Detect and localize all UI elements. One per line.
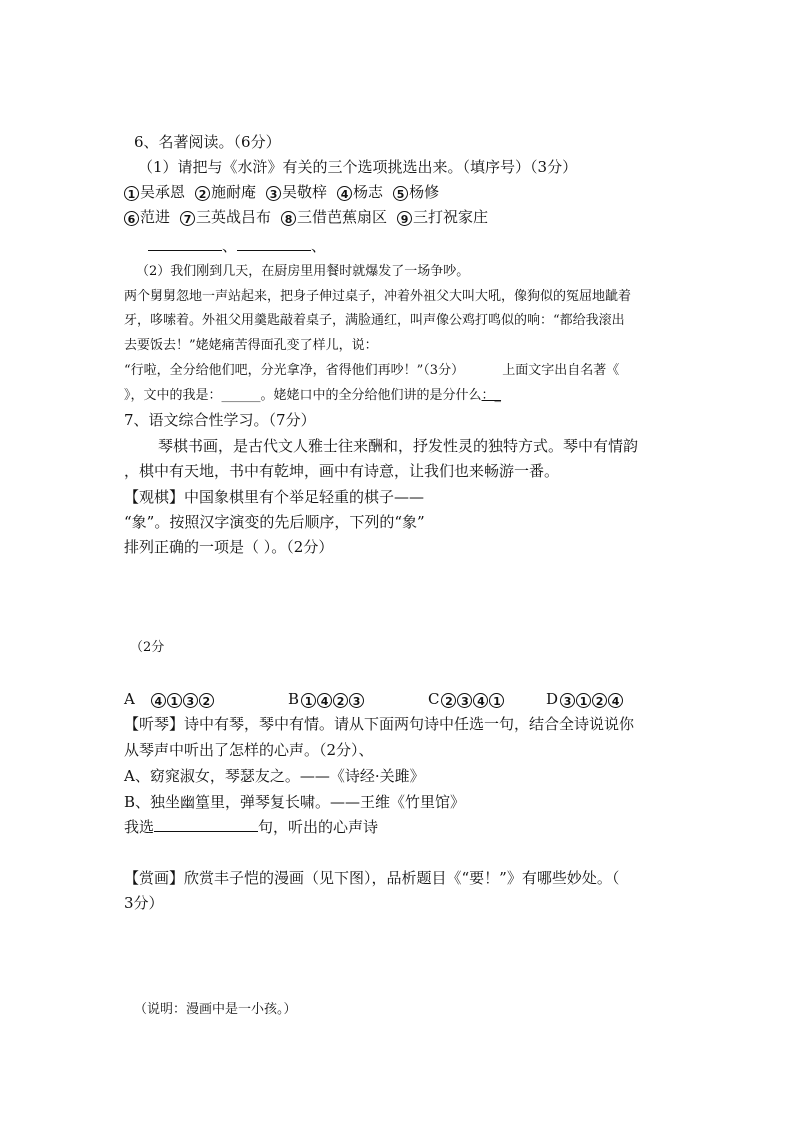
- option-text: 三英战吕布: [196, 208, 272, 226]
- option-number-badge: 4: [337, 186, 352, 201]
- answer-separator-1: 、: [222, 237, 238, 255]
- option-text: 范进: [140, 208, 171, 226]
- q7-choice-d[interactable]: [546, 689, 624, 709]
- option-6[interactable]: [124, 207, 170, 227]
- book-close: 》，文中的我是：: [124, 388, 222, 403]
- answer-separator-2: 、: [311, 237, 327, 255]
- sequence-number-badge: 3: [183, 693, 198, 708]
- option-number-badge: 8: [281, 211, 296, 226]
- q7-title: 7、语文综合性学习。（7分）: [124, 411, 316, 429]
- q7-chess-line2: “象”。按照汉字演变的先后顺序，下列的“象”: [124, 513, 425, 531]
- q7-cartoon-note: （说明：漫画中是一小孩。）: [134, 1002, 297, 1017]
- choice-sequence: [151, 689, 215, 709]
- option-number-badge: 1: [124, 186, 139, 201]
- sequence-number-badge: 4: [473, 693, 488, 708]
- option-3[interactable]: [266, 182, 327, 202]
- q7-qin-option-b: B、独坐幽篁里，弹琴复长啸。——王维《竹里馆》: [124, 793, 466, 811]
- sequence-number-badge: 3: [560, 693, 575, 708]
- option-text: 三借芭蕉扇区: [297, 208, 388, 226]
- q7-qin-pick: [124, 817, 378, 837]
- q6-p2-line6: [124, 386, 501, 406]
- choice-sequence: [560, 689, 624, 709]
- option-text: 三打祝家庄: [413, 208, 489, 226]
- option-5[interactable]: [393, 182, 439, 202]
- q7-hua-line2: 3分）: [124, 894, 164, 912]
- sequence-number-badge: 3: [457, 693, 472, 708]
- sequence-number-badge: 1: [489, 693, 504, 708]
- sequence-number-badge: 3: [349, 693, 364, 708]
- sequence-number-badge: 2: [199, 693, 214, 708]
- sequence-number-badge: 1: [301, 693, 316, 708]
- q6-answer-blanks: [148, 236, 326, 256]
- split-blank[interactable]: ：_: [481, 388, 502, 403]
- option-1[interactable]: [124, 182, 185, 202]
- sequence-number-badge: 2: [441, 693, 456, 708]
- answer-blank-2[interactable]: [237, 236, 311, 251]
- sequence-number-badge: 2: [592, 693, 607, 708]
- choice-label: D: [546, 690, 559, 708]
- option-number-badge: 7: [180, 211, 195, 226]
- option-9[interactable]: [397, 207, 488, 227]
- option-number-badge: 6: [124, 211, 139, 226]
- q7-qin-option-a: A、窈窕淑女，琴瑟友之。——《诗经·关雎》: [124, 767, 425, 785]
- q7-choice-c[interactable]: [428, 689, 505, 709]
- source-question: 上面文字出自名著《: [502, 363, 620, 378]
- answer-blank-1[interactable]: [148, 236, 222, 251]
- sequence-number-badge: 4: [317, 693, 332, 708]
- q7-qin-line1: 【听琴】诗中有琴，琴中有情。请从下面两句诗中任选一句，结合全诗说说你: [124, 715, 635, 733]
- q6-options-row1: [124, 182, 449, 202]
- q7-choice-b[interactable]: [288, 689, 365, 709]
- q7-qin-line2: 从琴声中听出了怎样的心声。（2分）、: [124, 741, 374, 759]
- q7-choice-a[interactable]: [124, 689, 215, 709]
- q7-score-note: （2分: [130, 640, 165, 655]
- q7-intro-line1: 琴棋书画，是古代文人雅士往来酬和，抒发性灵的独特方式。琴中有情韵: [158, 437, 639, 455]
- option-text: 杨志: [353, 183, 384, 201]
- quote-text: “行啦，全分给他们吧，分光拿净，省得他们再吵！”（3分）: [124, 363, 465, 378]
- q6-p2-line4: 去要饭去！”姥姥痛苦得面孔变了样儿，说：: [124, 338, 378, 353]
- option-text: 吴承恩: [140, 183, 186, 201]
- choice-sequence: [301, 689, 365, 709]
- choice-label: A: [124, 690, 135, 708]
- option-number-badge: 9: [397, 211, 412, 226]
- q6-title: 6、名著阅读。（6分）: [134, 133, 281, 151]
- option-text: 吴敬梓: [282, 183, 328, 201]
- q6-options-row2: [124, 207, 498, 227]
- sequence-number-badge: 1: [576, 693, 591, 708]
- option-text: 杨修: [409, 183, 440, 201]
- option-4[interactable]: [337, 182, 383, 202]
- q6-p2-line5: [124, 361, 619, 381]
- q7-intro-line2: ，棋中有天地，书中有乾坤，画中有诗意，让我们也来畅游一番。: [124, 462, 560, 480]
- sequence-number-badge: 2: [333, 693, 348, 708]
- q6-p1-stem: （1）请把与《水浒》有关的三个选项挑选出来。（填序号）（3分）: [138, 158, 578, 176]
- option-2[interactable]: [195, 182, 256, 202]
- pick-suffix: 句，听出的心声诗: [258, 818, 379, 836]
- option-7[interactable]: [180, 207, 271, 227]
- sequence-number-badge: 4: [608, 693, 623, 708]
- narrator-blank[interactable]: ______: [221, 388, 261, 403]
- q7-hua-line1: 【赏画】欣赏丰子恺的漫画（见下图），品析题目《“要！”》有哪些妙处。（: [124, 869, 620, 887]
- split-question: 。姥姥口中的全分给他们讲的是分什么: [260, 388, 482, 403]
- option-number-badge: 3: [266, 186, 281, 201]
- choice-label: B: [288, 690, 300, 708]
- option-number-badge: 5: [393, 186, 408, 201]
- choice-label: C: [428, 690, 440, 708]
- q6-p2-line2: 两个舅舅忽地一声站起来，把身子伸过桌子，冲着外祖父大叫大吼，像狗似的冤屈地龇着: [124, 289, 632, 304]
- choice-sequence: [441, 689, 505, 709]
- option-text: 施耐庵: [211, 183, 257, 201]
- q6-p2-line3: 牙，哆嗦着。外祖父用羹匙敲着桌子，满脸通红，叫声像公鸡打鸣似的响：“都给我滚出: [124, 313, 625, 328]
- option-number-badge: 2: [195, 186, 210, 201]
- pick-blank[interactable]: [154, 817, 258, 832]
- q6-p2-line1: （2）我们刚到几天，在厨房里用餐时就爆发了一场争吵。: [136, 264, 470, 279]
- option-8[interactable]: [281, 207, 387, 227]
- sequence-number-badge: 4: [151, 693, 166, 708]
- sequence-number-badge: 1: [167, 693, 182, 708]
- pick-prefix: 我选: [124, 818, 155, 836]
- q7-chess-line1: 【观棋】中国象棋里有个举足轻重的棋子——: [124, 488, 425, 506]
- q7-chess-line3: 排列正确的一项是（ ）。（2分）: [124, 538, 334, 556]
